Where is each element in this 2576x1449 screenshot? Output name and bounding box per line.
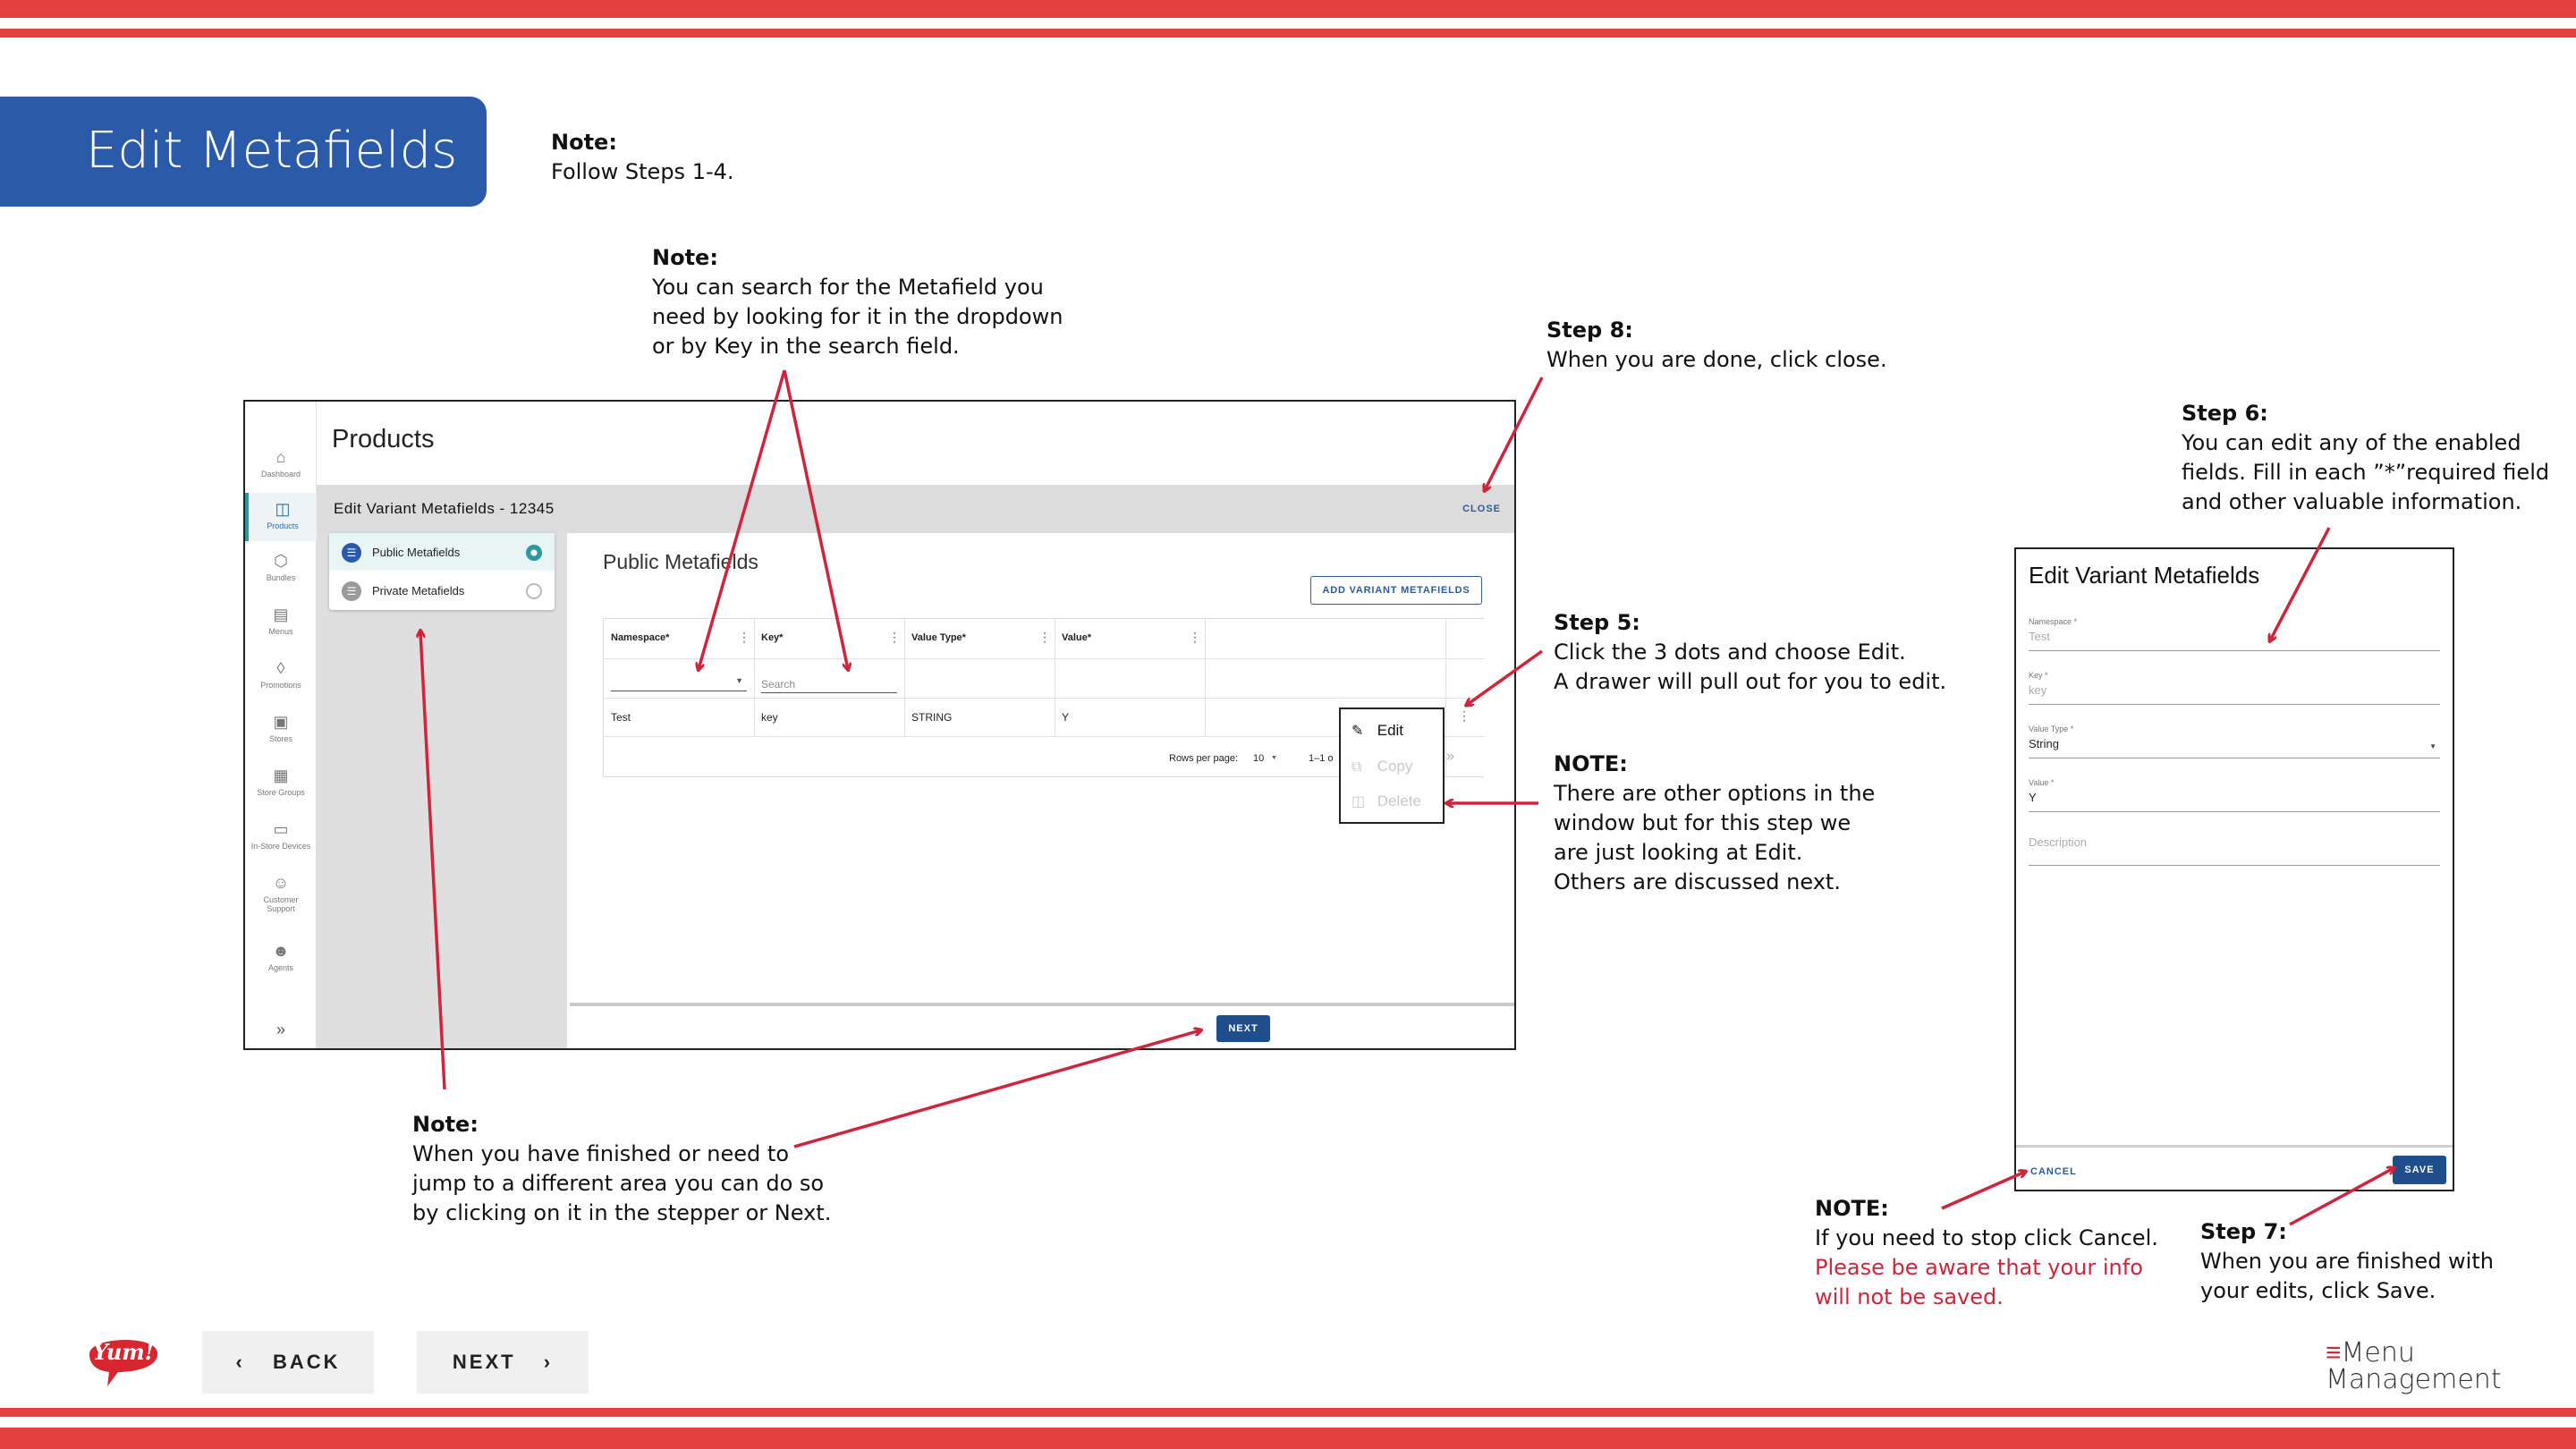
close-button[interactable]: CLOSE bbox=[1462, 504, 1501, 514]
row-actions-icon[interactable]: ⋮ bbox=[1458, 708, 1470, 723]
next-label: NEXT bbox=[452, 1351, 516, 1373]
header-note-heading: Note: bbox=[551, 130, 617, 155]
search-note-line: You can search for the Metafield you bbox=[652, 275, 1044, 300]
search-note bbox=[652, 243, 1063, 361]
rail-item-bundles[interactable] bbox=[245, 552, 317, 597]
rail-label: Menus bbox=[268, 627, 293, 636]
menu-item-delete[interactable] bbox=[1352, 792, 1421, 810]
step7-line: your edits, click Save. bbox=[2200, 1278, 2436, 1303]
edit-icon: ✎ bbox=[1352, 724, 1364, 739]
document-icon: ▤ bbox=[273, 606, 289, 623]
field-label: Key * bbox=[2029, 671, 2048, 680]
rail-item-promotions[interactable] bbox=[245, 659, 317, 704]
step8-line: When you are done, click close. bbox=[1546, 347, 1887, 372]
rail-label: Store Groups bbox=[257, 788, 305, 797]
options-note-line: window but for this step we bbox=[1554, 810, 1852, 835]
rail-label: Promotions bbox=[260, 681, 301, 690]
box-icon: ◫ bbox=[275, 500, 291, 518]
header-note-text: Follow Steps 1-4. bbox=[551, 159, 734, 184]
add-variant-metafields-button[interactable]: ADD VARIANT METAFIELDS bbox=[1310, 576, 1482, 605]
rail-label: Bundles bbox=[266, 573, 296, 582]
save-button[interactable]: SAVE bbox=[2393, 1156, 2446, 1184]
cancel-note-line: If you need to stop click Cancel. bbox=[1815, 1225, 2158, 1250]
column-header-value[interactable]: Value* bbox=[1062, 632, 1092, 643]
back-button[interactable] bbox=[202, 1331, 374, 1394]
page-title: Products bbox=[332, 425, 435, 453]
table-row[interactable] bbox=[604, 699, 1445, 736]
chevron-down-icon: ▼ bbox=[1271, 755, 1277, 761]
slide-title: Edit Metafields bbox=[86, 122, 458, 180]
yum-logo-text: Yum! bbox=[92, 1339, 155, 1365]
field-label: Value Type * bbox=[2029, 724, 2074, 733]
stepper-note-line: by clicking on it in the stepper or Next. bbox=[412, 1200, 832, 1225]
step5-line: Click the 3 dots and choose Edit. bbox=[1554, 640, 1906, 665]
rail-item-in-store-devices[interactable] bbox=[245, 820, 317, 865]
step7-line: When you are finished with bbox=[2200, 1249, 2494, 1274]
rail-item-customer-support[interactable] bbox=[245, 874, 317, 928]
stepper-note bbox=[412, 1110, 831, 1228]
rail-label: Products bbox=[267, 521, 299, 530]
cell-value-type: STRING bbox=[911, 711, 953, 724]
row-divider bbox=[604, 658, 1485, 659]
field-value: Description bbox=[2029, 835, 2088, 849]
edit-variant-drawer bbox=[2014, 547, 2454, 1191]
people-icon: ☻ bbox=[272, 942, 290, 960]
chevron-down-icon: ▼ bbox=[2429, 742, 2436, 750]
stepper-label: Public Metafields bbox=[372, 546, 461, 559]
cancel-button[interactable]: CANCEL bbox=[2030, 1166, 2077, 1177]
rail-item-stores[interactable] bbox=[245, 713, 317, 758]
expand-rail-button[interactable] bbox=[245, 1021, 317, 1042]
copy-icon: ⧉ bbox=[1352, 759, 1362, 775]
cell-namespace: Test bbox=[611, 711, 631, 724]
menu-lines-icon: ≡ bbox=[2326, 1337, 2342, 1368]
namespace-field[interactable] bbox=[2029, 617, 2440, 651]
description-field[interactable] bbox=[2029, 832, 2440, 866]
chevron-down-icon: ▼ bbox=[735, 676, 743, 685]
grid-icon: ▦ bbox=[273, 767, 289, 784]
footer-divider bbox=[570, 1003, 1516, 1006]
list-icon: ☰ bbox=[342, 543, 361, 563]
header-note bbox=[551, 128, 734, 187]
field-value: Y bbox=[2029, 791, 2037, 804]
top-stripe-thin bbox=[0, 29, 2576, 38]
rail-label: Stores bbox=[268, 734, 292, 743]
step6-note bbox=[2182, 399, 2549, 517]
menu-item-copy[interactable] bbox=[1352, 758, 1412, 775]
menu-item-label: Copy bbox=[1377, 758, 1413, 775]
lock-list-icon: ☰ bbox=[342, 581, 361, 601]
menu-item-edit[interactable] bbox=[1352, 722, 1403, 740]
cancel-note bbox=[1815, 1194, 2158, 1312]
rail-label: Dashboard bbox=[260, 470, 301, 479]
menu-management-logo bbox=[2326, 1337, 2502, 1395]
edit-variant-title: Edit Variant Metafields - 12345 bbox=[334, 500, 555, 517]
field-value: Test bbox=[2029, 630, 2050, 643]
column-header-value-type[interactable]: Value Type* bbox=[911, 632, 966, 643]
search-note-line: need by looking for it in the dropdown bbox=[652, 304, 1063, 329]
edit-variant-header bbox=[317, 485, 1515, 533]
rail-label: Agents bbox=[267, 963, 294, 972]
app-screenshot bbox=[243, 400, 1516, 1050]
cell-value: Y bbox=[1062, 711, 1070, 724]
step7-heading: Step 7: bbox=[2200, 1219, 2287, 1244]
options-note bbox=[1554, 750, 1875, 897]
drawer-title: Edit Variant Metafields bbox=[2029, 562, 2260, 589]
tag-icon: ◊ bbox=[276, 659, 285, 677]
top-stripe-thick bbox=[0, 0, 2576, 18]
step5-heading: Step 5: bbox=[1554, 610, 1640, 635]
brand-word-menu: Menu bbox=[2341, 1337, 2415, 1368]
column-menu-icon[interactable]: ⋮ bbox=[888, 630, 901, 644]
step6-heading: Step 6: bbox=[2182, 401, 2268, 426]
drawer-footer-divider bbox=[2016, 1145, 2453, 1148]
trash-icon: ◫ bbox=[1352, 794, 1366, 809]
stepper-item-public-metafields[interactable] bbox=[329, 533, 555, 571]
cell-key: key bbox=[761, 711, 778, 724]
field-value: key bbox=[2029, 683, 2047, 697]
menu-item-label: Edit bbox=[1377, 722, 1404, 739]
step7-note bbox=[2200, 1217, 2494, 1306]
brand-line-1 bbox=[2326, 1337, 2502, 1368]
namespace-filter-dropdown[interactable] bbox=[611, 676, 747, 689]
bottom-stripe-thin bbox=[0, 1408, 2576, 1417]
pagination-range: 1–1 o bbox=[1309, 753, 1334, 764]
slide-title-box bbox=[0, 97, 487, 207]
cancel-warning-line: will not be saved. bbox=[1815, 1284, 2004, 1309]
rail-item-products[interactable] bbox=[245, 493, 317, 541]
selected-radio-icon bbox=[526, 545, 542, 561]
step6-line: and other valuable information. bbox=[2182, 489, 2522, 514]
step6-line: You can edit any of the enabled bbox=[2182, 430, 2521, 455]
column-menu-icon[interactable]: ⋮ bbox=[1189, 630, 1201, 644]
step8-heading: Step 8: bbox=[1546, 318, 1633, 343]
step8-note bbox=[1546, 316, 1887, 375]
bottom-stripe-thick bbox=[0, 1428, 2576, 1449]
options-note-line: Others are discussed next. bbox=[1554, 869, 1841, 894]
column-header-namespace[interactable]: Namespace* bbox=[611, 632, 670, 643]
field-label: Value * bbox=[2029, 778, 2055, 787]
brand-word-management: Management bbox=[2326, 1364, 2502, 1395]
yum-logo bbox=[82, 1327, 163, 1390]
column-menu-icon[interactable]: ⋮ bbox=[738, 630, 750, 644]
rail-item-menus[interactable] bbox=[245, 606, 317, 650]
step6-line: fields. Fill in each ”*”required field bbox=[2182, 460, 2550, 485]
store-icon: ▣ bbox=[273, 713, 289, 731]
field-value: String bbox=[2029, 737, 2059, 750]
stepper-note-line: jump to a different area you can do so bbox=[412, 1171, 825, 1196]
rail-item-store-groups[interactable] bbox=[245, 767, 317, 811]
search-placeholder: Search bbox=[761, 678, 796, 691]
step5-line: A drawer will pull out for you to edit. bbox=[1554, 669, 1947, 694]
column-header-key[interactable]: Key* bbox=[761, 632, 784, 643]
stepper-panel bbox=[317, 533, 567, 1048]
options-note-heading: NOTE: bbox=[1554, 751, 1628, 776]
column-menu-icon[interactable]: ⋮ bbox=[1038, 630, 1051, 644]
last-page-icon[interactable]: » bbox=[1446, 749, 1454, 764]
stepper-note-heading: Note: bbox=[412, 1112, 479, 1137]
stepper-note-line: When you have finished or need to bbox=[412, 1141, 790, 1166]
rail-item-dashboard[interactable] bbox=[245, 445, 317, 491]
search-underline bbox=[761, 692, 897, 693]
menu-item-label: Delete bbox=[1377, 792, 1421, 809]
value-type-select[interactable] bbox=[2029, 724, 2440, 758]
cancel-note-heading: NOTE: bbox=[1815, 1196, 1889, 1221]
options-note-line: There are other options in the bbox=[1554, 781, 1876, 806]
cancel-warning-line: Please be aware that your info bbox=[1815, 1255, 2143, 1280]
key-field[interactable] bbox=[2029, 671, 2440, 705]
double-chevron-right-icon: » bbox=[275, 1021, 285, 1038]
app-next-button[interactable]: NEXT bbox=[1216, 1015, 1270, 1042]
content-title: Public Metafields bbox=[603, 550, 758, 573]
stepper-card bbox=[329, 533, 555, 610]
stepper-item-private-metafields[interactable] bbox=[329, 572, 555, 609]
rows-per-page-select[interactable]: 10 bbox=[1253, 753, 1265, 764]
search-note-line: or by Key in the search field. bbox=[652, 334, 960, 359]
search-note-heading: Note: bbox=[652, 245, 718, 270]
chevron-left-icon: ‹ bbox=[235, 1351, 245, 1373]
cube-icon: ⬡ bbox=[274, 552, 288, 570]
rail-label: In-Store Devices bbox=[250, 842, 311, 851]
home-icon: ⌂ bbox=[275, 448, 286, 466]
back-label: BACK bbox=[272, 1351, 341, 1373]
key-search-input[interactable] bbox=[761, 676, 897, 692]
stepper-label: Private Metafields bbox=[372, 584, 465, 597]
options-note-line: are just looking at Edit. bbox=[1554, 840, 1803, 865]
field-label: Namespace * bbox=[2029, 617, 2078, 626]
rail-item-agents[interactable] bbox=[245, 942, 317, 987]
value-field[interactable] bbox=[2029, 778, 2440, 812]
next-button[interactable] bbox=[417, 1331, 589, 1394]
chevron-right-icon: › bbox=[543, 1351, 554, 1373]
rows-per-page-label: Rows per page: bbox=[1169, 753, 1239, 764]
support-icon: ☺ bbox=[272, 874, 290, 892]
monitor-icon: ▭ bbox=[273, 820, 289, 838]
row-context-menu bbox=[1339, 708, 1445, 824]
nav-rail bbox=[245, 402, 317, 1048]
radio-icon bbox=[526, 583, 542, 599]
step5-note bbox=[1554, 608, 1946, 697]
rail-label: Customer Support bbox=[263, 895, 299, 913]
